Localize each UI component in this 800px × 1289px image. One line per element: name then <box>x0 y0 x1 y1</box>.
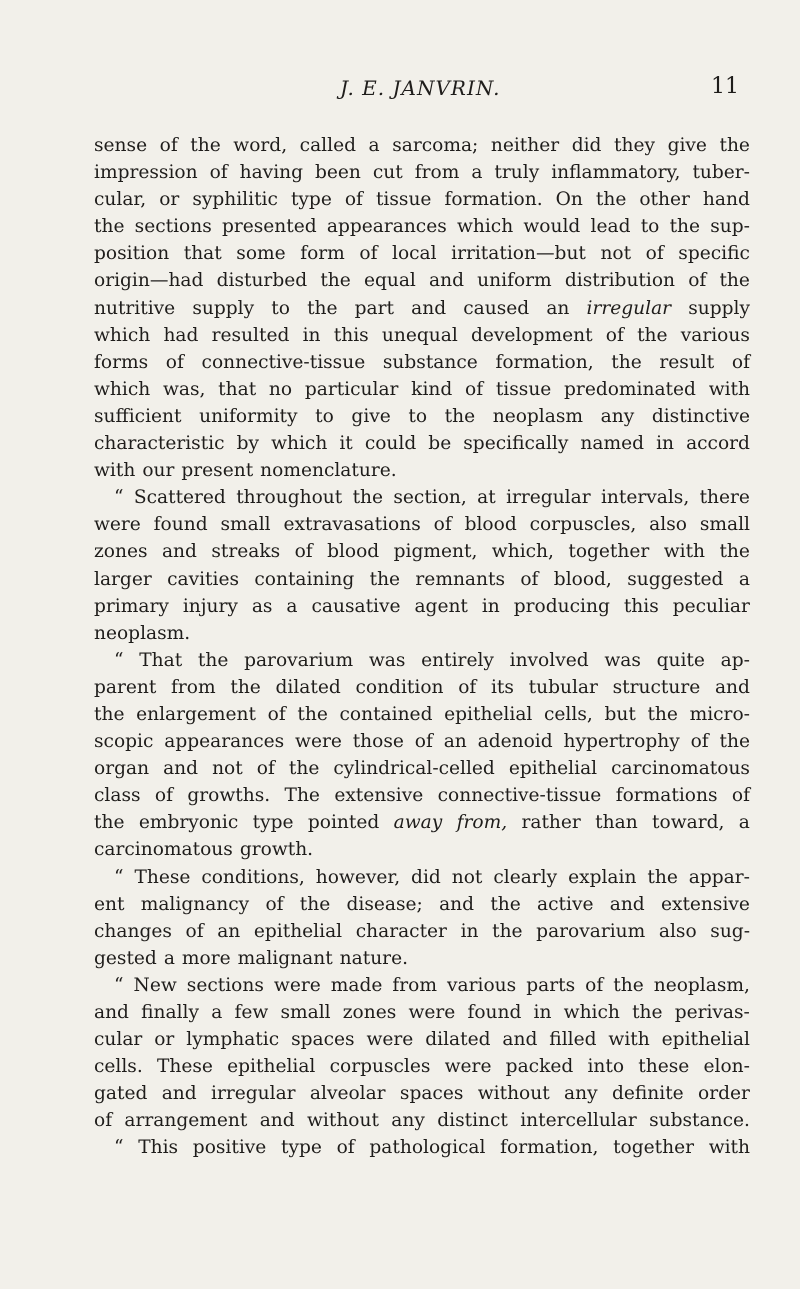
text-line: nutritive supply to the part and caused an irregular supply <box>94 297 750 319</box>
text-line: gested a more malignant nature. <box>94 947 408 969</box>
text-line: the sections presented appearances which would lead to the sup- <box>94 216 750 238</box>
text-line: characteristic by which it could be specifically named in accord <box>94 433 750 455</box>
text-line: cular, or syphilitic type of tissue formation. On the other hand <box>94 189 750 211</box>
text-line: neoplasm. <box>94 622 191 644</box>
text-line: parent from the dilated condition of its tubular structure and <box>94 676 750 698</box>
text-line: carcinomatous growth. <box>94 839 314 861</box>
text-line: ent malignancy of the disease; and the active and extensive <box>94 893 750 915</box>
text-line: cular or lymphatic spaces were dilated and filled with epithelial <box>94 1029 750 1051</box>
text-line: “ This positive type of pathological formation, together with <box>114 1137 750 1159</box>
text-line: of arrangement and without any distinct intercellular substance. <box>94 1110 750 1132</box>
running-title: J. E. JANVRIN. <box>340 76 501 100</box>
text-line: the embryonic type pointed away from, rather than toward, a <box>94 812 750 834</box>
text-line: organ and not of the cylindrical-celled epithelial carcinomatous <box>94 758 750 780</box>
text-line: forms of connective-tissue substance formation, the result of <box>94 351 750 373</box>
text-line: were found small extravasations of blood corpuscles, also small <box>94 514 750 536</box>
text-line: “ Scattered throughout the section, at irregular intervals, there <box>114 487 750 509</box>
text-line: sufficient uniformity to give to the neoplasm any distinctive <box>94 405 750 427</box>
text-line: cells. These epithelial corpuscles were packed into these elon- <box>94 1056 750 1078</box>
text-line: with our present nomenclature. <box>94 460 397 482</box>
text-line: scopic appearances were those of an adenoid hypertrophy of the <box>94 731 750 753</box>
text-line: which had resulted in this unequal development of the various <box>94 324 750 346</box>
text-line: the enlargement of the contained epithelial cells, but the micro- <box>94 703 750 725</box>
text-line: sense of the word, called a sarcoma; neither did they give the <box>94 135 750 156</box>
text-line: zones and streaks of blood pigment, which, together with the <box>94 541 750 563</box>
text-line: “ New sections were made from various parts of the neoplasm, <box>114 974 750 996</box>
text-line: impression of having been cut from a truly inflammatory, tuber- <box>94 162 750 184</box>
text-line: and finally a few small zones were found in which the perivas- <box>94 1002 750 1023</box>
text-line: changes of an epithelial character in the parovarium also sug- <box>94 920 750 942</box>
text-line: larger cavities containing the remnants of blood, suggested a <box>94 568 750 590</box>
body-text <box>94 132 750 1162</box>
text-line: position that some form of local irritation—but not of specific <box>94 243 750 265</box>
text-line: “ These conditions, however, did not clearly explain the appar- <box>114 866 750 888</box>
text-line: “ That the parovarium was entirely involved was quite ap- <box>114 649 750 671</box>
text-line: class of growths. The extensive connective-tissue formations of <box>94 785 750 807</box>
text-line: gated and irregular alveolar spaces without any definite order <box>94 1083 750 1105</box>
text-line: origin—had disturbed the equal and uniform distribution of the <box>94 270 750 292</box>
page-number: 11 <box>711 74 739 99</box>
running-head <box>0 76 800 106</box>
text-line: which was, that no particular kind of tissue predominated with <box>94 378 750 400</box>
text-line: primary injury as a causative agent in producing this peculiar <box>94 595 750 617</box>
